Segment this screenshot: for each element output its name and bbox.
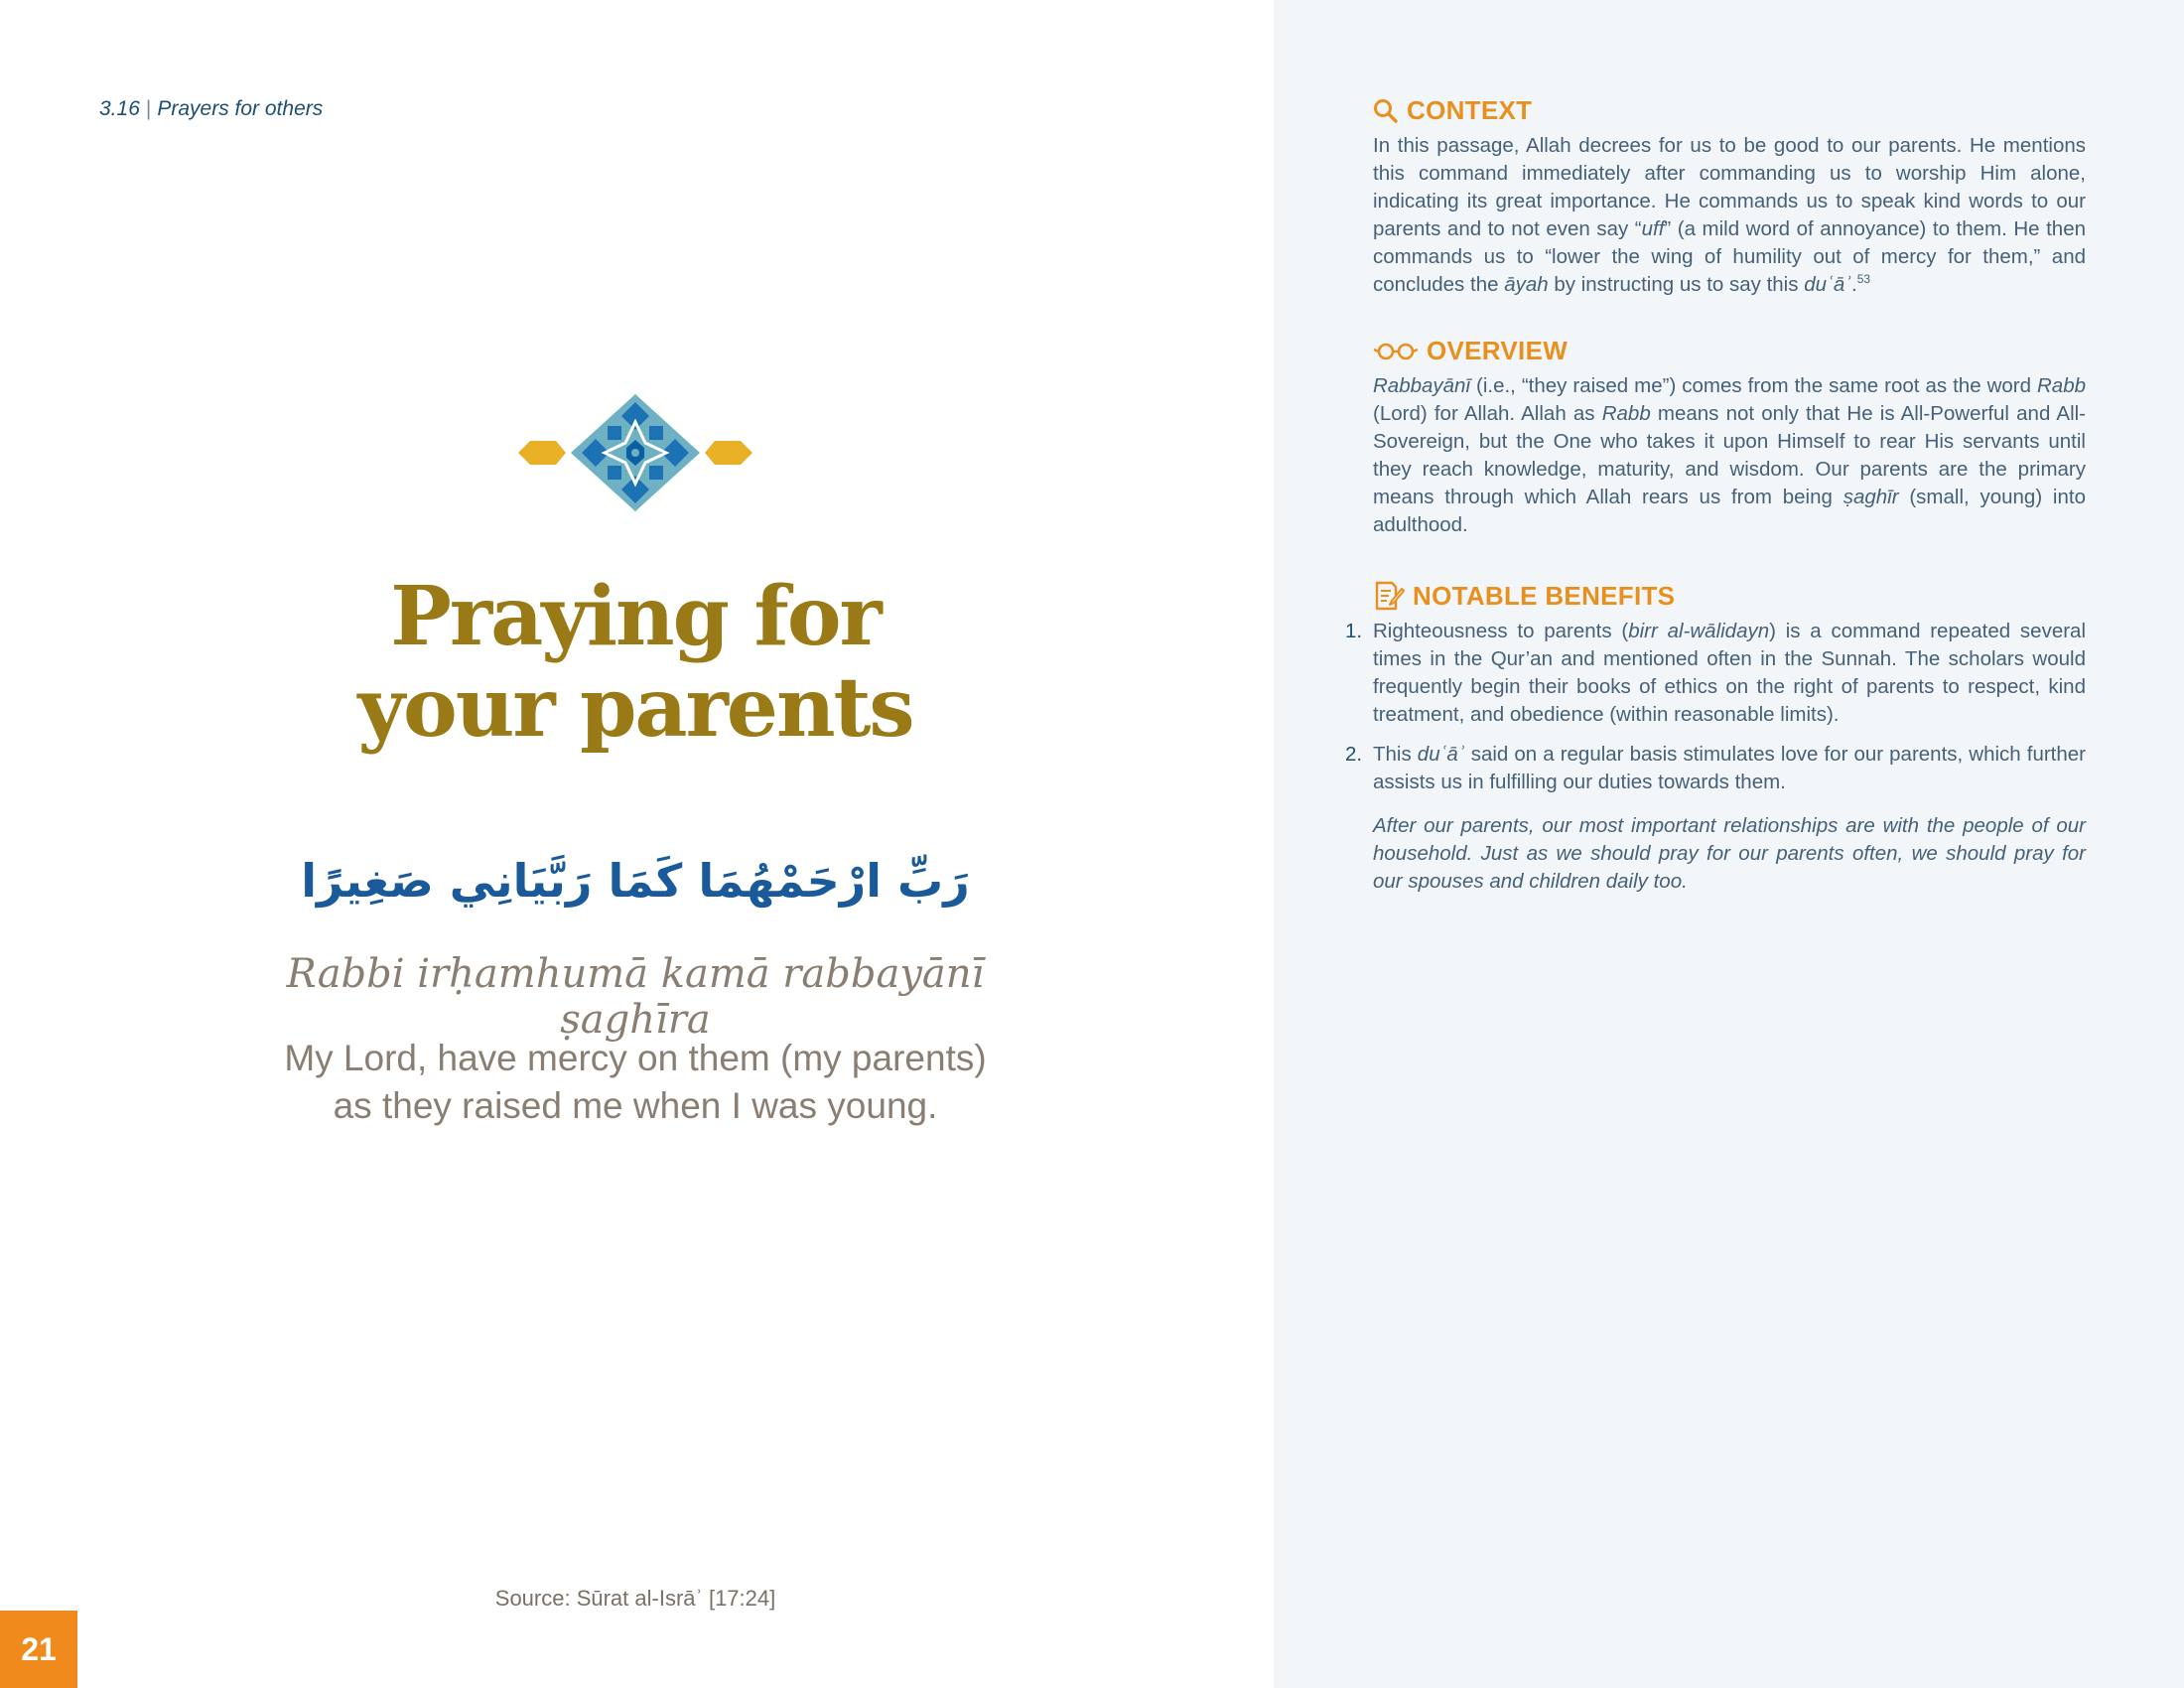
overview-heading: OVERVIEW [1427, 336, 1569, 365]
title-line-1: Praying for [390, 569, 881, 664]
closing-note: After our parents, our most important relationships are with the people of our household. Just as we should pray for our parents often, we should pray for our spouses and children daily too. [1373, 814, 2086, 893]
page-number-tab: 21 [0, 1611, 77, 1688]
benefit-text: Righteousness to parents (birr al-wālidayn) is a command repeated several times in the Qur’an and mentioned often in the Sunnah. The scholars would frequently begin their books of ethics on the right of parents to respect, kind treatment, and obedience (within reasonable limits). [1373, 620, 2087, 726]
arabic-dua: رَبِّ ارْحَمْهُمَا كَمَا رَبَّيَانِي صَغِيرًا [301, 854, 970, 908]
benefits-list [1345, 618, 2087, 796]
context-header [1373, 95, 2086, 126]
overview-body: Rabbayānī (i.e., “they raised me”) comes from the same root as the word Rabb (Lord) for Allah. Allah as Rabb means not only that He is All-Powerful and All-Sovereign, but the One who takes it upon Himself to rear His servants until they reach knowledge, maturity, and wisdom. Our parents are the primary means through which Allah rears us from being ṣaghīr (small, young) into adulthood. [1373, 374, 2087, 536]
translation-line-2: as they raised me when I was young. [333, 1085, 938, 1126]
source-citation: Source: Sūrat al-Isrāʾ [17:24] [494, 1586, 776, 1611]
section-label [99, 97, 323, 121]
section-title: Prayers for others [157, 97, 324, 120]
page-title [238, 571, 1032, 754]
list-item [1345, 741, 2086, 796]
document-pen-icon [1373, 580, 1405, 612]
glasses-icon [1373, 341, 1419, 362]
list-number: 2. [1345, 743, 1363, 766]
context-heading: CONTEXT [1407, 95, 1533, 125]
benefits-header [1373, 580, 2086, 612]
section-separator: | [145, 97, 152, 120]
overview-section [1373, 336, 2086, 539]
footnote-marker: 53 [1856, 272, 1871, 287]
list-item [1345, 618, 2087, 729]
benefit-text: This duʿāʾ said on a regular basis stimulates love for our parents, which further assists us in fulfilling our duties towards them. [1373, 743, 2086, 793]
benefits-heading: NOTABLE BENEFITS [1413, 580, 1676, 611]
overview-header [1373, 336, 2086, 366]
transliteration: Rabbi irḥamhumā kamā rabbayānī ṣaghīra [286, 951, 985, 1043]
magnifier-icon [1373, 98, 1399, 124]
section-number: 3.16 [99, 97, 140, 120]
translation-line-1: My Lord, have mercy on them (my parents) [284, 1038, 987, 1078]
benefits-section [1345, 580, 2087, 916]
context-section [1373, 95, 2086, 299]
list-number: 1. [1345, 620, 1363, 642]
context-body: In this passage, Allah decrees for us to be good to our parents. He mentions this command immediately after commanding us to worship Him alone, indicating its great importance. He commands us to speak kind words to our parents and to not even say “uff” (a mild word of annoyance) to them. He then commands us to “lower the wing of humility out of mercy for them,” and concludes the āyah by instructing us to say this duʿāʾ.$^{53}$ [1373, 134, 2087, 296]
translation [238, 1035, 1032, 1130]
title-line-2: your parents [357, 660, 913, 756]
geometric-star-ornament-icon [516, 392, 754, 513]
